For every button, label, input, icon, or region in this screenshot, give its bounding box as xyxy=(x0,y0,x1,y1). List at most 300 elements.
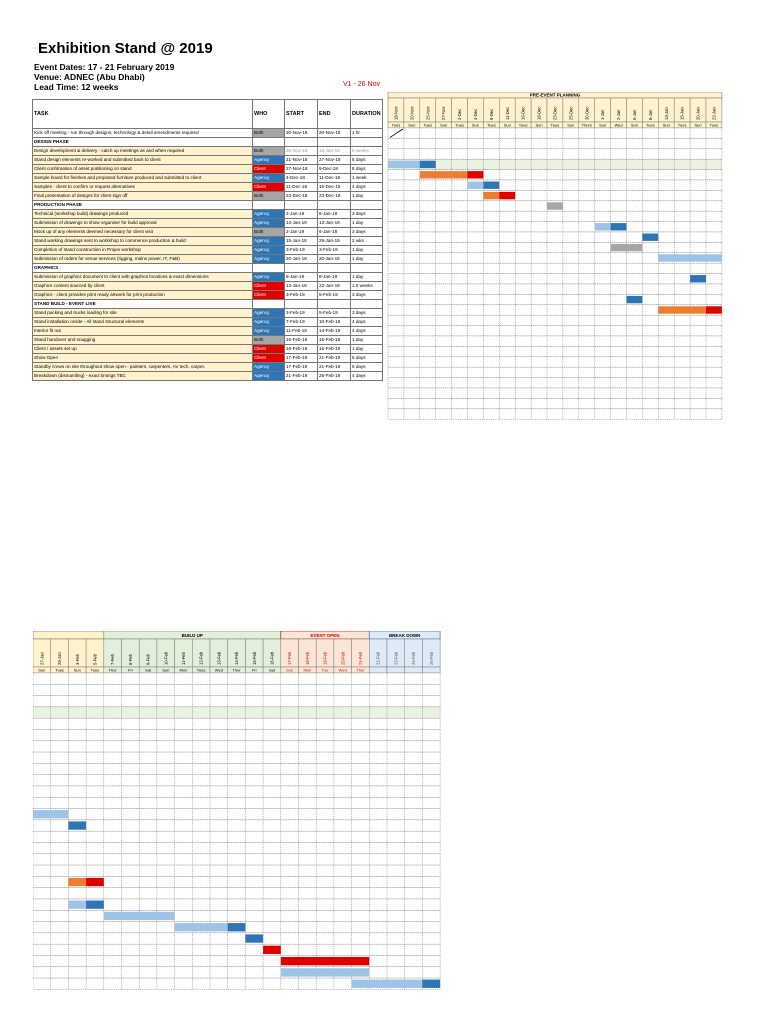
grid-row xyxy=(388,159,722,169)
gantt-bar xyxy=(690,275,706,282)
gantt-bar xyxy=(611,223,627,230)
grid-row xyxy=(33,730,440,741)
grid-row xyxy=(33,809,440,820)
duration-cell: 1 day xyxy=(351,345,383,354)
end-cell: 21-Feb-19 xyxy=(318,354,351,363)
task-cell: Sample board for finishes and proposed furniture produced and submitted to client xyxy=(33,174,253,183)
duration-cell: 1 hr xyxy=(351,129,383,138)
day-cell xyxy=(369,667,387,673)
date-label: 13-Feb xyxy=(216,651,222,665)
grid-row xyxy=(33,707,440,718)
grid-row xyxy=(388,263,722,273)
empty-cell xyxy=(253,264,285,273)
gantt-bar xyxy=(422,980,440,988)
task-cell: Mock up of any elements deemed necessary for client visit xyxy=(33,228,253,237)
table-row xyxy=(33,273,383,282)
grid-row xyxy=(388,346,722,356)
grid-row xyxy=(33,933,440,944)
task-cell: Breakdown (dismantling) - exact timings TBC xyxy=(33,372,253,381)
grid-row xyxy=(388,326,722,336)
grid-row xyxy=(388,128,722,138)
day-label: Tues xyxy=(196,667,206,673)
who-cell: Both xyxy=(253,192,285,201)
day-label: Sun xyxy=(162,667,170,673)
end-cell: 3-Feb-19 xyxy=(318,246,351,255)
gantt-bar xyxy=(547,202,563,209)
date-label: 6-Jan xyxy=(631,109,637,120)
grid-row xyxy=(388,222,722,232)
day-label: Tues xyxy=(455,122,464,128)
gantt-bar xyxy=(68,821,86,829)
gantt-bar xyxy=(611,244,643,251)
empty-cell xyxy=(253,300,285,309)
end-cell: 6-Jan-18 xyxy=(318,228,351,237)
day-label: Tues xyxy=(677,122,687,128)
table-row xyxy=(33,336,383,345)
date-label: 25-Nov xyxy=(425,106,431,120)
date-label: 21-Feb xyxy=(357,651,363,665)
empty-cell xyxy=(253,201,285,210)
date-label: 14-Feb xyxy=(234,651,240,665)
table-row xyxy=(33,345,383,354)
empty-cell xyxy=(318,201,351,210)
day-cell xyxy=(387,667,405,673)
start-cell: 20-Jan-19 xyxy=(285,255,318,264)
date-label: 17-Feb xyxy=(287,651,293,665)
task-cell: Client / assets set up xyxy=(33,345,253,354)
day-cell xyxy=(422,667,440,673)
day-label: Sun xyxy=(73,667,81,673)
task-cell: Stand design elements re-worked and submitted back to client xyxy=(33,156,253,165)
end-cell: 13-Jan-19 xyxy=(318,219,351,228)
date-label: 16-Dec xyxy=(520,106,526,120)
end-cell: 18-Jan-19 xyxy=(318,147,351,156)
end-cell: 25-Feb-19 xyxy=(318,372,351,381)
day-label: Tues xyxy=(550,122,560,128)
grid-row xyxy=(33,786,440,797)
date-label: 8-Jan xyxy=(647,109,653,120)
empty-cell xyxy=(285,138,318,147)
gantt-bar xyxy=(468,182,484,189)
end-cell: 11-Dec-18 xyxy=(318,174,351,183)
phase-row xyxy=(33,201,383,210)
who-cell: Client xyxy=(253,345,285,354)
date-label: 22-Feb xyxy=(375,651,381,665)
duration-cell: 1 week xyxy=(351,174,383,183)
table-row xyxy=(33,255,383,264)
grid-row xyxy=(33,967,440,978)
grid-row xyxy=(33,820,440,831)
gantt-bar xyxy=(627,296,643,303)
gantt-bar xyxy=(595,223,611,230)
end-cell: 21-Feb-19 xyxy=(318,363,351,372)
start-cell: 8-Jan-19 xyxy=(285,273,318,282)
day-label: Sun xyxy=(471,122,480,128)
empty-cell xyxy=(318,264,351,273)
day-label: Fri xyxy=(251,667,257,673)
phase-row xyxy=(33,300,383,309)
table-row xyxy=(33,237,383,246)
grid-row xyxy=(388,367,722,377)
duration-cell: 3 days xyxy=(351,228,383,237)
day-label: Thur xyxy=(108,667,117,673)
date-label: 25-Dec xyxy=(568,106,574,120)
day-label: Fri xyxy=(128,667,133,673)
band-label: BUILD UP xyxy=(181,633,203,638)
start-cell: 11-Feb-19 xyxy=(285,327,318,336)
day-label: Tues xyxy=(486,122,496,128)
start-cell: 2-Jan-19 xyxy=(285,210,318,219)
duration-cell: 1 day xyxy=(351,273,383,282)
gantt-bar xyxy=(228,923,246,931)
gantt-bar xyxy=(68,901,86,909)
duration-cell: 5 days xyxy=(351,156,383,165)
task-cell: Client confirmation of asset positioning on stand xyxy=(33,165,253,174)
start-cell: 3-Feb-19 xyxy=(285,309,318,318)
phase-label: PRODUCTION PHASE xyxy=(33,201,253,210)
end-cell: 20-Jan-18 xyxy=(318,255,351,264)
date-label: 11-Feb xyxy=(180,652,186,665)
grid-row xyxy=(388,336,722,346)
day-label: Sun xyxy=(440,122,448,128)
task-cell: Stand packing and trucks loading for site xyxy=(33,309,253,318)
duration-cell: 4 days xyxy=(351,372,383,381)
empty-cell xyxy=(351,264,383,273)
gantt-bar xyxy=(642,234,658,241)
end-cell: 20-Nov-18 xyxy=(318,129,351,138)
grid-row xyxy=(388,242,722,252)
duration-cell: 3 days xyxy=(351,309,383,318)
end-cell: 9-Dec-18 xyxy=(318,165,351,174)
task-cell: Stand handover and snagging xyxy=(33,336,253,345)
gantt-bar xyxy=(86,901,104,909)
day-label: Wed xyxy=(614,122,623,128)
table-row xyxy=(33,192,383,201)
phase-row xyxy=(33,264,383,273)
end-cell: 22-Jan-19 xyxy=(318,282,351,291)
gantt-bar xyxy=(281,957,370,965)
gantt-bar xyxy=(388,161,420,168)
grid-row xyxy=(33,763,440,774)
task-cell: Completion of stand construction in Projex workshop xyxy=(33,246,253,255)
band-label: BREAK DOWN xyxy=(388,633,421,638)
table-row xyxy=(33,282,383,291)
date-label: 24-Feb xyxy=(411,651,417,665)
grid-row xyxy=(388,274,722,284)
who-cell: Client xyxy=(253,282,285,291)
task-cell: Show Open xyxy=(33,354,253,363)
grid-row xyxy=(388,378,722,388)
who-cell: Agency xyxy=(253,318,285,327)
table-row xyxy=(33,291,383,300)
duration-cell: 4 days xyxy=(351,327,383,336)
grid-row xyxy=(33,673,440,684)
who-cell: Agency xyxy=(253,273,285,282)
gantt-bar xyxy=(483,182,499,189)
table-row xyxy=(33,210,383,219)
day-label: Sun xyxy=(408,122,416,128)
grid-row xyxy=(388,315,722,325)
gantt-bar xyxy=(499,192,515,199)
date-label: 18-Dec xyxy=(536,106,542,120)
task-cell: Stand working drawings sent to workshop to commence production & build xyxy=(33,237,253,246)
end-cell: 8-Jan-19 xyxy=(318,273,351,282)
gantt-bar xyxy=(483,192,499,199)
grid-row xyxy=(33,775,440,786)
start-cell: 15-Feb-19 xyxy=(285,336,318,345)
day-label: Tue xyxy=(321,667,329,673)
grid-row xyxy=(33,888,440,899)
start-cell: 17-Feb-19 xyxy=(285,363,318,372)
grid-row xyxy=(33,831,440,842)
header-duration: DURATION xyxy=(351,100,383,129)
day-label: Tues xyxy=(423,122,433,128)
empty-cell xyxy=(285,264,318,273)
date-label: 27-Jan xyxy=(39,652,45,665)
header-task: TASK xyxy=(33,100,253,129)
table-row xyxy=(33,174,383,183)
duration-cell: 3 days xyxy=(351,291,383,300)
task-cell: Submission of graphics document to client with graphics locations & exact dimensions xyxy=(33,273,253,282)
grid-row xyxy=(388,398,722,408)
phase-label: STAND BUILD - EVENT LIVE xyxy=(33,300,253,309)
date-label: 20-Nov xyxy=(409,106,415,120)
who-cell: Agency xyxy=(253,174,285,183)
duration-cell: 5 days xyxy=(351,354,383,363)
empty-cell xyxy=(351,201,383,210)
start-cell: 16-Feb-19 xyxy=(285,345,318,354)
day-label: Mon xyxy=(303,667,312,673)
gantt-bar xyxy=(658,306,706,313)
who-cell: Agency xyxy=(253,219,285,228)
table-row xyxy=(33,309,383,318)
date-label: 2-Jan xyxy=(616,109,622,120)
start-cell: 4-Dec-18 xyxy=(285,174,318,183)
grid-row xyxy=(388,180,722,190)
start-cell: 13-Jan-19 xyxy=(285,282,318,291)
phase-label: GRAPHICS xyxy=(33,264,253,273)
grid-row xyxy=(33,910,440,921)
date-label: 23-Feb xyxy=(393,651,399,665)
document-title: Exhibition Stand @ 2019 xyxy=(38,40,213,57)
gantt-bar xyxy=(86,878,104,886)
gantt-bar xyxy=(468,171,484,178)
gantt-build-event-breakdown xyxy=(33,631,441,997)
start-cell: 27-Nov-18 xyxy=(285,165,318,174)
date-label: 22-Jan xyxy=(711,107,717,120)
day-label: Tues xyxy=(55,667,64,673)
phase-row xyxy=(33,138,383,147)
day-label: Tues xyxy=(645,122,655,128)
day-label: Sun xyxy=(38,667,46,673)
gantt-bar xyxy=(263,946,281,954)
grid-row xyxy=(33,752,440,763)
table-row xyxy=(33,246,383,255)
date-label: 7-Feb xyxy=(110,654,116,665)
grid-row xyxy=(33,797,440,808)
date-label: 9-Dec xyxy=(488,108,494,120)
task-table xyxy=(32,99,383,381)
who-cell: Agency xyxy=(253,246,285,255)
start-cell: 2-Jan-19 xyxy=(285,228,318,237)
band xyxy=(33,631,104,639)
date-label: 15-Feb xyxy=(251,651,257,665)
date-label: 18-Feb xyxy=(304,651,310,665)
gantt-bar xyxy=(33,810,68,818)
who-cell: Both xyxy=(253,147,285,156)
grid-row xyxy=(388,284,722,294)
date-label: 25-Feb xyxy=(428,651,434,665)
grid-row xyxy=(388,232,722,242)
grid-row xyxy=(388,357,722,367)
table-row xyxy=(33,147,383,156)
date-label: 19-Feb xyxy=(322,651,328,665)
duration-cell: 8 weeks xyxy=(351,147,383,156)
duration-cell: 1.5 weeks xyxy=(351,282,383,291)
grid-row xyxy=(388,388,722,398)
who-cell: Agency xyxy=(253,210,285,219)
table-row xyxy=(33,363,383,372)
who-cell: Agency xyxy=(253,255,285,264)
table-header-row xyxy=(33,100,383,129)
day-label: Thur xyxy=(356,667,365,673)
day-label: Sat xyxy=(268,667,275,673)
date-label: 20-Jan xyxy=(695,107,701,120)
end-cell: 5-Feb-19 xyxy=(318,309,351,318)
day-label: Wed xyxy=(214,667,223,673)
empty-cell xyxy=(351,300,383,309)
date-label: 11-Dec xyxy=(504,106,510,120)
start-cell: 3-Feb-19 xyxy=(285,246,318,255)
duration-cell: 2 wks xyxy=(351,237,383,246)
day-label: Sat xyxy=(145,667,152,673)
duration-cell: 5 days xyxy=(351,363,383,372)
task-cell: Design development & delivery - catch up meetings as and when required xyxy=(33,147,253,156)
gantt-bar xyxy=(68,878,86,886)
who-cell: Both xyxy=(253,336,285,345)
table-row xyxy=(33,228,383,237)
task-cell: Final presentation of designs for client sign off xyxy=(33,192,253,201)
start-cell: 3-Feb-19 xyxy=(285,291,318,300)
date-label: 29-Jan xyxy=(57,652,63,665)
day-cell xyxy=(405,667,423,673)
date-label: 9-Feb xyxy=(145,654,151,665)
end-cell: 5-Feb-19 xyxy=(318,291,351,300)
duration-cell: 1 day xyxy=(351,219,383,228)
date-label: 23-Dec xyxy=(552,106,558,120)
start-cell: 17-Feb-19 xyxy=(285,354,318,363)
who-cell: Agency xyxy=(253,309,285,318)
grid-row xyxy=(33,718,440,729)
grid-row xyxy=(33,944,440,955)
date-label: 1-Jan xyxy=(600,109,606,120)
grid-row xyxy=(388,138,722,148)
grid-row xyxy=(388,149,722,159)
gantt-bar xyxy=(245,934,263,942)
end-cell: 10-Feb-19 xyxy=(318,318,351,327)
day-label: Thur xyxy=(232,667,241,673)
duration-cell: 1 day xyxy=(351,192,383,201)
day-label: Sun xyxy=(662,122,670,128)
end-cell: 16-Feb-19 xyxy=(318,345,351,354)
venue: Venue: ADNEC (Abu Dhabi) xyxy=(34,72,145,82)
grid-row xyxy=(33,843,440,854)
grid-row xyxy=(33,956,440,967)
header-end: END xyxy=(318,100,351,129)
grid-row xyxy=(388,409,722,419)
grid-row xyxy=(388,190,722,200)
end-cell: 29-Jan-19 xyxy=(318,237,351,246)
gantt-bar xyxy=(420,161,436,168)
day-label: Tues xyxy=(518,122,528,128)
table-row xyxy=(33,327,383,336)
day-label: Tues xyxy=(709,122,719,128)
end-cell: 6-Jan-18 xyxy=(318,210,351,219)
table-row xyxy=(33,129,383,138)
duration-cell: 4 days xyxy=(351,183,383,192)
date-label: 20-Feb xyxy=(340,651,346,665)
start-cell: 23-Dec-18 xyxy=(285,192,318,201)
grid-row xyxy=(33,684,440,695)
start-cell: 7-Feb-19 xyxy=(285,318,318,327)
lead-time: Lead Time: 12 weeks xyxy=(34,82,119,92)
start-cell: 20-Nov-18 xyxy=(285,129,318,138)
version-label: V1 - 26 Nov xyxy=(343,81,380,88)
task-cell: Samples - client to confirm or request alternatives xyxy=(33,183,253,192)
day-label: Thurs xyxy=(581,122,592,128)
end-cell: 27-Nov-18 xyxy=(318,156,351,165)
gantt-bar xyxy=(104,912,175,920)
gantt-pre-event-planning xyxy=(386,92,724,452)
task-cell: Submission of drawings to show organiser for build approval xyxy=(33,219,253,228)
start-cell: 11-Dec-18 xyxy=(285,183,318,192)
grid-row xyxy=(33,854,440,865)
gantt-bar xyxy=(420,171,452,178)
empty-cell xyxy=(285,201,318,210)
end-cell: 16-Dec-18 xyxy=(318,183,351,192)
who-cell: Agency xyxy=(253,372,285,381)
phase-label: DESIGN PHASE xyxy=(33,138,253,147)
start-cell: 21-Nov-18 xyxy=(285,156,318,165)
table-row xyxy=(33,219,383,228)
end-cell: 23-Dec-18 xyxy=(318,192,351,201)
grid-row xyxy=(33,741,440,752)
gantt-bar xyxy=(452,171,468,178)
empty-cell xyxy=(253,138,285,147)
grid-row xyxy=(33,696,440,707)
date-label: 3-Feb xyxy=(74,654,80,665)
who-cell: Agency xyxy=(253,327,285,336)
who-cell: Both xyxy=(253,228,285,237)
date-label: 13-Jan xyxy=(663,107,669,120)
who-cell: Client xyxy=(253,165,285,174)
header-start: START xyxy=(285,100,318,129)
who-cell: Client xyxy=(253,354,285,363)
day-label: Sun xyxy=(599,122,607,128)
date-label: 27-Nov xyxy=(441,106,447,120)
day-label: Sun xyxy=(567,122,575,128)
grid-row xyxy=(33,865,440,876)
empty-cell xyxy=(318,300,351,309)
who-cell: Client xyxy=(253,291,285,300)
start-cell: 25-Nov-18 xyxy=(285,147,318,156)
task-cell: Submission of orders for venue services (rigging, mains power, IT, F&B) xyxy=(33,255,253,264)
day-label: Tues xyxy=(391,122,401,128)
start-cell: 21-Feb-19 xyxy=(285,372,318,381)
day-label: Wed xyxy=(338,667,347,673)
task-cell: Graphics content sourced by client xyxy=(33,282,253,291)
who-cell: Agency xyxy=(253,156,285,165)
